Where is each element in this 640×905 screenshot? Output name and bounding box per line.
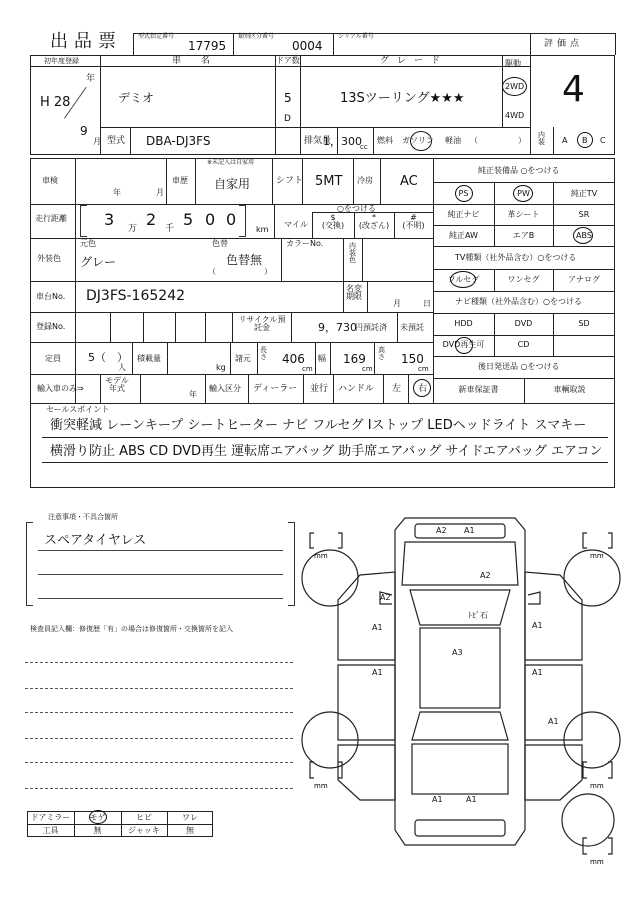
mark-a1-left-rear-door: A1	[372, 668, 383, 677]
history-value: 自家用	[214, 177, 251, 191]
inspector-label: 検査員記入欄：修復歴「有」の場合は修復箇所・交換箇所を記入	[30, 625, 233, 633]
svg-text:mm: mm	[590, 782, 604, 790]
equip-ps: PS	[458, 189, 469, 198]
mark-a1-front-right: A1	[464, 526, 475, 535]
width-value: 169	[343, 352, 366, 366]
capacity-label: 定員	[45, 354, 61, 363]
mileage-digit-3: 5	[183, 210, 194, 229]
repaint-value: 色替無	[226, 253, 263, 267]
import-class-label: 輸入区分	[209, 384, 241, 393]
serial-label: シリアル番号	[338, 33, 374, 40]
mark-a2-front-left: A2	[436, 526, 447, 535]
genuine-title: 純正装備品 ○をつける	[478, 166, 560, 175]
exchange-option: $ (交換)	[321, 213, 345, 230]
reg-label: 登録No.	[36, 322, 66, 331]
mark-chip-windshield: ﾄﾋﾞ石	[468, 611, 488, 620]
jack-value: 無	[186, 826, 194, 835]
type-label: 型式	[107, 136, 126, 146]
mark-a1-right-rear-door: A1	[532, 668, 543, 677]
navi-dvd: DVD	[514, 319, 533, 328]
equip-leather: 革シート	[507, 210, 540, 219]
mirror-hibi: ヒビ	[136, 813, 152, 822]
month-value: 9	[80, 124, 88, 138]
displacement-value: 1，300	[323, 135, 362, 148]
navi-dvd-play: DVD再生可	[442, 340, 485, 349]
fuel-label: 燃料	[377, 136, 393, 145]
displacement-label: 排気量	[304, 136, 332, 146]
notes-text: スペアタイヤレス	[44, 533, 147, 548]
tampered-option: * (改ざん)	[358, 213, 390, 230]
equip-airbag: エアB	[512, 231, 535, 240]
shift-value: 5MT	[315, 174, 343, 189]
class-no-value: 0004	[292, 39, 323, 53]
fuel-value: ガソリン	[402, 136, 434, 145]
tool-value: 無	[93, 826, 102, 835]
mileage-digit-5: 0	[226, 210, 237, 229]
type-value: DBA-DJ3FS	[146, 134, 211, 148]
drive-2wd: 2WD	[505, 82, 525, 91]
tv-analog: アナログ	[568, 275, 600, 284]
interior-b: B	[582, 136, 588, 145]
dealer-option: ディーラー	[253, 384, 298, 394]
mark-a1-right-fender: A1	[532, 621, 543, 630]
diesel-label: 軽油	[445, 136, 461, 145]
shift-label: シフト	[276, 176, 304, 186]
recycle-unpaid: 未預託	[400, 323, 424, 332]
drive-label: 駆動	[505, 59, 521, 68]
score-value: 4	[562, 69, 585, 110]
svg-text:mm: mm	[590, 552, 604, 560]
car-name-value: デミオ	[118, 91, 155, 105]
svg-text:mm: mm	[314, 782, 328, 790]
import-label: 輸入車のみ⇒	[37, 384, 84, 393]
load-label: 積載量	[137, 354, 161, 363]
mark-a1-right-quarter: A1	[548, 717, 559, 726]
mirror-moge: モゲ	[89, 813, 106, 822]
handle-left: 左	[392, 384, 402, 394]
car-damage-diagram	[300, 500, 630, 880]
later-warranty: 新車保証書	[458, 385, 499, 394]
equip-navi: 純正ナビ	[447, 210, 480, 219]
recycle-label: リサイクル預託金	[238, 315, 286, 332]
model-no-label: 型式指定番号	[138, 33, 175, 40]
later-title: 後日発送品 ○をつける	[478, 362, 560, 371]
mark-a1-rear-left: A1	[432, 795, 443, 804]
first-reg-label: 初年度登録	[44, 57, 79, 65]
mileage-digit-1: 3	[104, 210, 115, 229]
interior-label: 内装	[538, 131, 545, 146]
handle-right: 右	[418, 384, 428, 394]
chassis-value: DJ3FS-165242	[86, 288, 186, 304]
mileage-label: 走行距離	[35, 214, 67, 223]
equip-abs: ABS	[576, 231, 592, 240]
doors-value: 5	[284, 91, 292, 105]
capacity-value: 5（ ）	[88, 351, 128, 364]
sales-line-2: 横滑り防止 ABS CD DVD再生 運転席エアバッグ 助手席エアバッグ サイドエアバッグ エアコン	[50, 444, 603, 459]
notes-label: 注意事項・不具合箇所	[48, 513, 118, 521]
shaken-label: 車検	[42, 176, 58, 185]
score-label: 評価点	[544, 39, 584, 49]
unknown-option: # (不明)	[402, 213, 425, 230]
drive-4wd: 4WD	[505, 111, 525, 120]
equip-pw: PW	[517, 189, 530, 198]
mark-a1-left-front-door: A1	[372, 623, 383, 632]
title-expiry-label: 名変期限	[346, 284, 362, 301]
tv-title: TV種類（社外品含む）○をつける	[455, 253, 577, 262]
aircon-label: 冷房	[357, 176, 373, 185]
aircon-value: AC	[400, 174, 418, 189]
svg-text:mm: mm	[590, 858, 604, 866]
mileage-digit-4: 0	[205, 210, 216, 229]
mark-a3-roof: A3	[452, 648, 463, 657]
tv-oneseg: ワンセグ	[507, 275, 540, 284]
grade-label: グレード	[380, 56, 449, 66]
equip-tv: 純正TV	[570, 189, 598, 198]
color-no-label: カラーNo.	[286, 239, 324, 248]
mirror-ware: ワレ	[182, 813, 198, 822]
mirror-label: ドアミラー	[30, 813, 71, 822]
height-value: 150	[401, 352, 424, 366]
jack-label: ジャッキ	[128, 826, 160, 835]
color-label: 外装色	[37, 254, 61, 263]
doors-label: ドア数	[276, 56, 300, 65]
handle-label: ハンドル	[338, 384, 375, 394]
grade-value: 13Sツーリング★★★	[340, 91, 465, 106]
navi-sd: SD	[578, 319, 590, 328]
navi-hdd: HDD	[454, 319, 473, 328]
later-manual: 車輌取説	[553, 385, 586, 394]
mile-label: マイル	[284, 220, 308, 229]
length-value: 406	[282, 352, 305, 366]
interior-color-label: 内装色	[349, 242, 356, 264]
dims-label: 諸元	[235, 354, 251, 363]
navi-cd: CD	[517, 340, 530, 349]
recycle-value: 9，730	[318, 321, 357, 334]
class-no-label: 類別区分番号	[238, 33, 275, 40]
mark-a1-rear-right: A1	[466, 795, 477, 804]
drive-2wd-circle	[502, 77, 527, 96]
sales-line-1: 衝突軽減 レーンキープ シートヒーター ナビ フルセグ Iストップ LEDヘッドライト スマキー	[50, 418, 587, 433]
equip-aw: 純正AW	[449, 231, 478, 240]
chassis-label: 車台No.	[36, 292, 66, 301]
mark-a2-left-fender: A2	[380, 593, 391, 602]
equip-sr: SR	[578, 210, 590, 219]
tv-fullseg: フルセグ	[447, 275, 480, 284]
sales-label: セールスポイント	[46, 405, 110, 414]
car-name-label: 車名	[172, 56, 231, 66]
orig-color-value: グレー	[80, 255, 117, 269]
era-year: H 28	[40, 95, 71, 110]
form-title: 出品票	[50, 31, 122, 52]
parallel-option: 並行	[310, 384, 329, 394]
tool-label: 工具	[42, 826, 59, 835]
mileage-digit-2: 2	[146, 210, 157, 229]
mark-a2-hood: A2	[480, 571, 491, 580]
model-no-value: 17795	[188, 39, 227, 53]
history-label: 車歴	[172, 176, 188, 185]
navi-title: ナビ種類（社外品含む）○をつける	[455, 297, 582, 306]
mm-label: mm	[314, 552, 328, 560]
